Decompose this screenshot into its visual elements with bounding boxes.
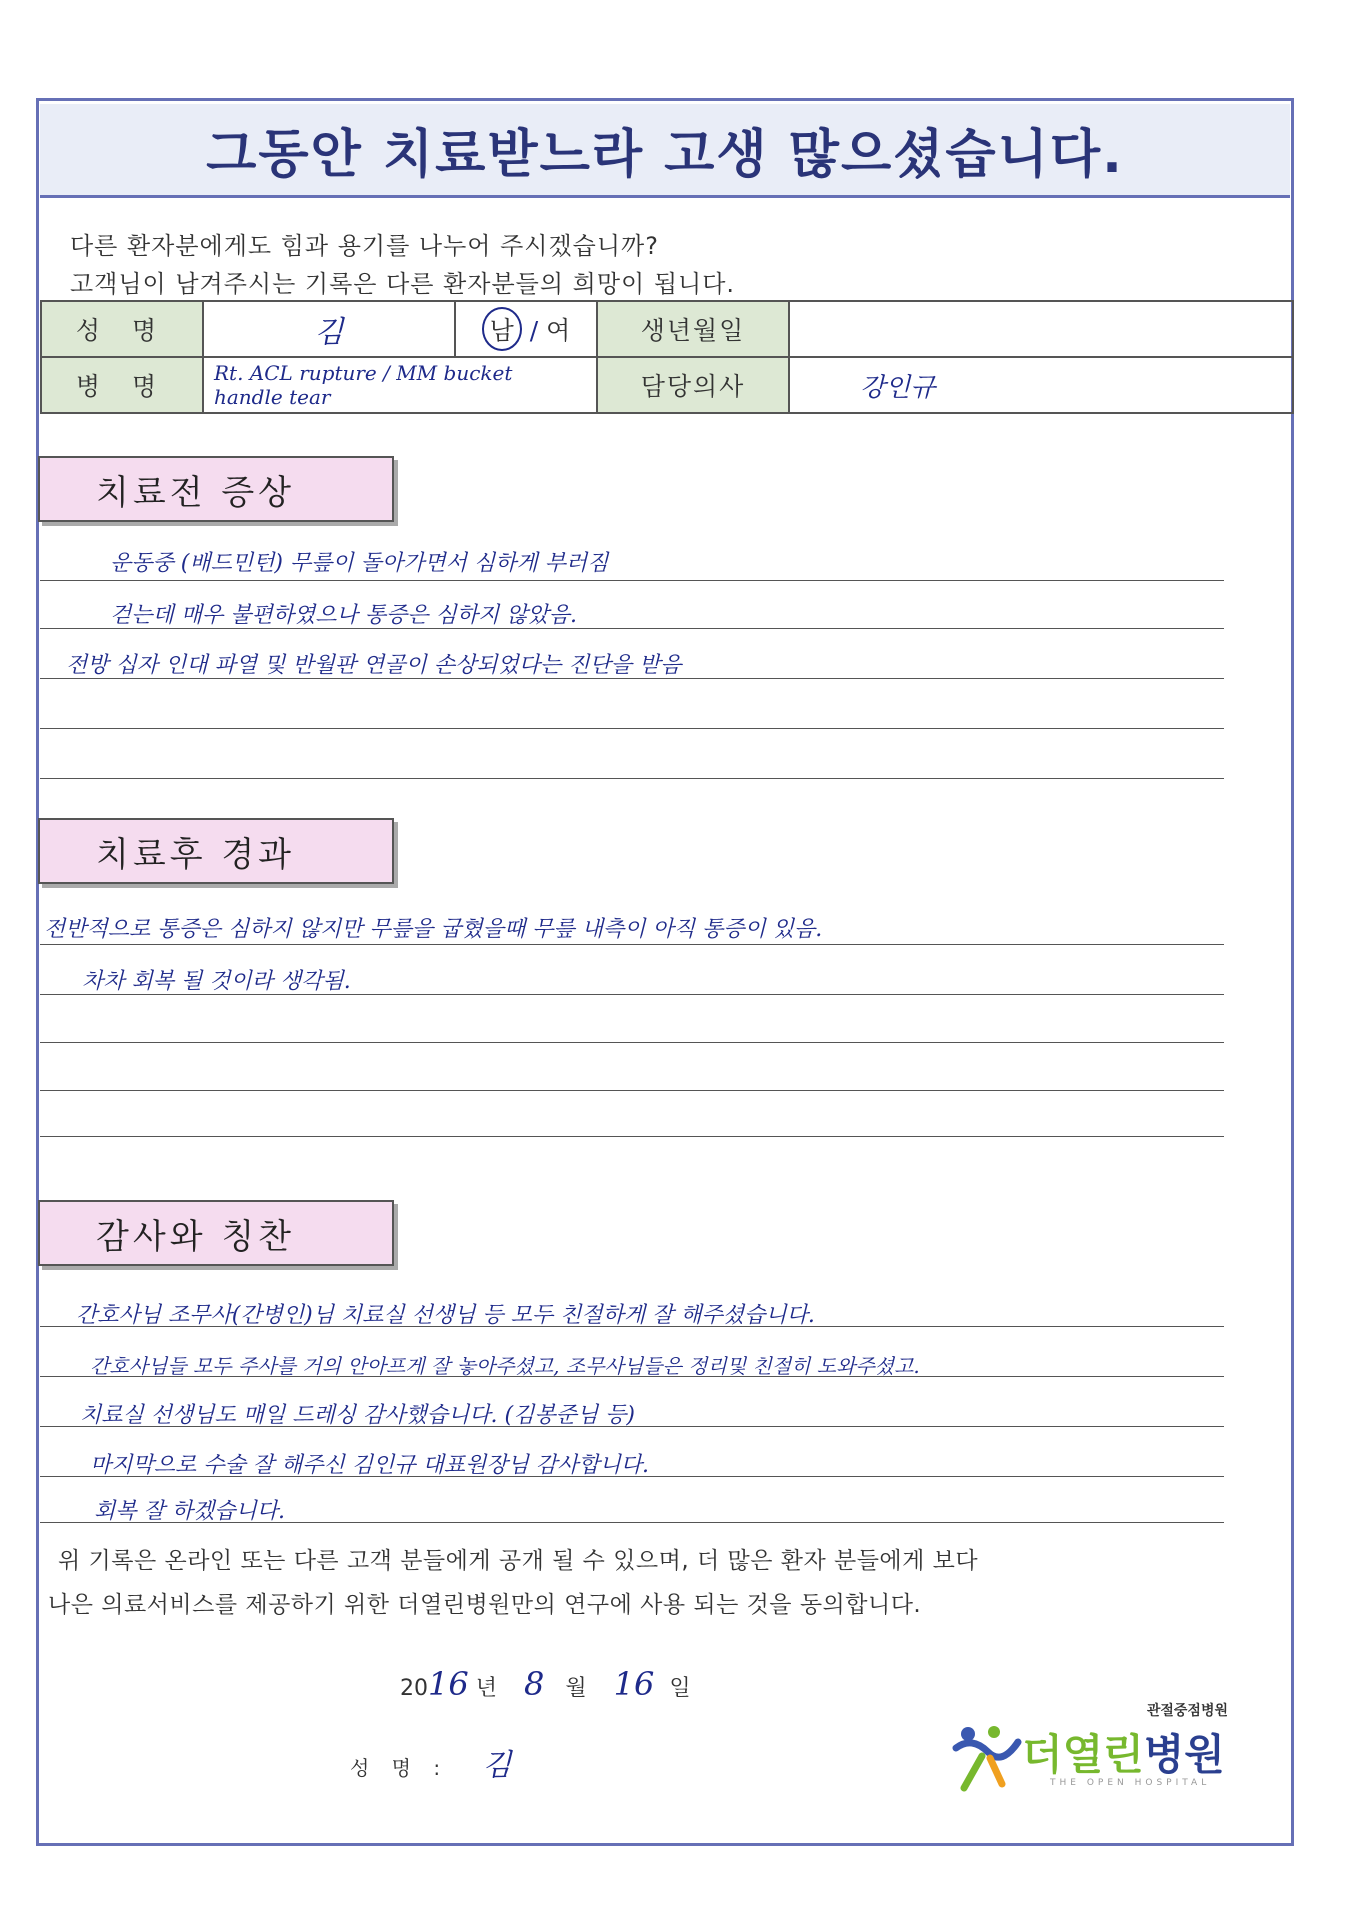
disease-label: 병 명	[41, 357, 203, 413]
patient-info-table	[40, 300, 1294, 414]
thanks-text-line: 마지막으로 수술 잘 해주신 김인규 대표원장님 감사합니다.	[90, 1453, 650, 1478]
signature-label: 성 명 :	[350, 1756, 449, 1780]
gender-separator: /	[529, 316, 539, 345]
intro-line-1: 다른 환자분에게도 힘과 용기를 나누어 주시겠습니까?	[70, 232, 659, 260]
month-value[interactable]: 8	[523, 1665, 545, 1703]
day-label: 일	[669, 1676, 691, 1701]
day-value[interactable]: 16	[613, 1665, 655, 1703]
intro-line-2: 고객님이 남겨주시는 기록은 다른 환자분들의 희망이 됩니다.	[70, 270, 736, 298]
before-text-line: 운동중 (배드민턴) 무릎이 돌아가면서 심하게 부러짐	[110, 551, 609, 576]
name-field[interactable]: 김	[203, 301, 455, 357]
writing-line	[40, 1476, 1224, 1477]
signature-value[interactable]: 김	[482, 1748, 512, 1783]
doctor-label: 담당의사	[597, 357, 789, 413]
writing-line	[40, 944, 1224, 945]
logo-name	[1022, 1722, 1225, 1782]
writing-line	[40, 580, 1224, 581]
gender-female: 여	[546, 316, 571, 345]
thanks-text-line: 간호사님 조무사(간병인)님 치료실 선생님 등 모두 친절하게 잘 해주셨습니다.	[76, 1303, 815, 1328]
date-row	[400, 1665, 691, 1703]
writing-line	[40, 728, 1224, 729]
thanks-text-line: 회복 잘 하겠습니다.	[94, 1499, 285, 1524]
disease-field[interactable]: Rt. ACL rupture / MM bucket handle tear	[203, 357, 597, 413]
name-label: 성 명	[41, 301, 203, 357]
page-title: 그동안 치료받느라 고생 많으셨습니다.	[206, 125, 1124, 185]
year-prefix: 20	[400, 1676, 428, 1701]
thanks-text-line: 간호사님들 모두 주사를 거의 안아프게 잘 놓아주셨고, 조무사님들은 정리및 친절히 도와주셨고.	[90, 1354, 920, 1378]
writing-line	[40, 1376, 1224, 1377]
signature-row	[350, 1740, 511, 1784]
birth-field[interactable]	[789, 301, 1293, 357]
logo-figure-icon	[952, 1722, 1022, 1792]
year-value[interactable]: 16	[428, 1665, 469, 1703]
gender-field[interactable]	[455, 301, 597, 357]
year-label: 년	[475, 1676, 497, 1701]
section-after-title: 치료후 경과	[38, 818, 394, 884]
writing-line	[40, 1042, 1224, 1043]
logo-name-prefix: 더열린	[1022, 1730, 1144, 1779]
thanks-text-line: 치료실 선생님도 매일 드레싱 감사했습니다. (김봉준님 등)	[80, 1403, 635, 1428]
writing-line	[40, 628, 1224, 629]
title-banner	[40, 104, 1290, 198]
writing-line	[40, 1522, 1224, 1523]
writing-line	[40, 1326, 1224, 1327]
before-text-line: 전방 십자 인대 파열 및 반월판 연골이 손상되었다는 진단을 받음	[66, 653, 682, 678]
logo-subtitle: 관절중점병원	[1146, 1703, 1228, 1719]
section-before-title: 치료전 증상	[38, 456, 394, 522]
writing-line	[40, 678, 1224, 679]
consent-line-1: 위 기록은 온라인 또는 다른 고객 분들에게 공개 될 수 있으며, 더 많은 환자 분들에게 보다	[58, 1548, 979, 1574]
consent-line-2: 나은 의료서비스를 제공하기 위한 더열린병원만의 연구에 사용 되는 것을 동의합니다.	[48, 1592, 922, 1618]
logo-name-suffix: 병원	[1143, 1730, 1225, 1779]
before-text-line: 걷는데 매우 불편하였으나 통증은 심하지 않았음.	[110, 603, 578, 628]
logo-english: THE OPEN HOSPITAL	[1050, 1778, 1211, 1788]
writing-line	[40, 1426, 1224, 1427]
gender-male: 남	[482, 307, 522, 351]
writing-line	[40, 994, 1224, 995]
after-text-line: 차차 회복 될 것이라 생각됨.	[82, 969, 351, 994]
after-text-line: 전반적으로 통증은 심하지 않지만 무릎을 굽혔을때 무릎 내측이 아직 통증이 있음.	[44, 917, 823, 942]
writing-line	[40, 778, 1224, 779]
writing-line	[40, 1136, 1224, 1137]
section-thanks-title: 감사와 칭찬	[38, 1200, 394, 1266]
month-label: 월	[565, 1676, 587, 1701]
writing-line	[40, 1090, 1224, 1091]
doctor-field[interactable]: 강인규	[789, 357, 1293, 413]
hospital-logo	[950, 1700, 1240, 1800]
birth-label: 생년월일	[597, 301, 789, 357]
